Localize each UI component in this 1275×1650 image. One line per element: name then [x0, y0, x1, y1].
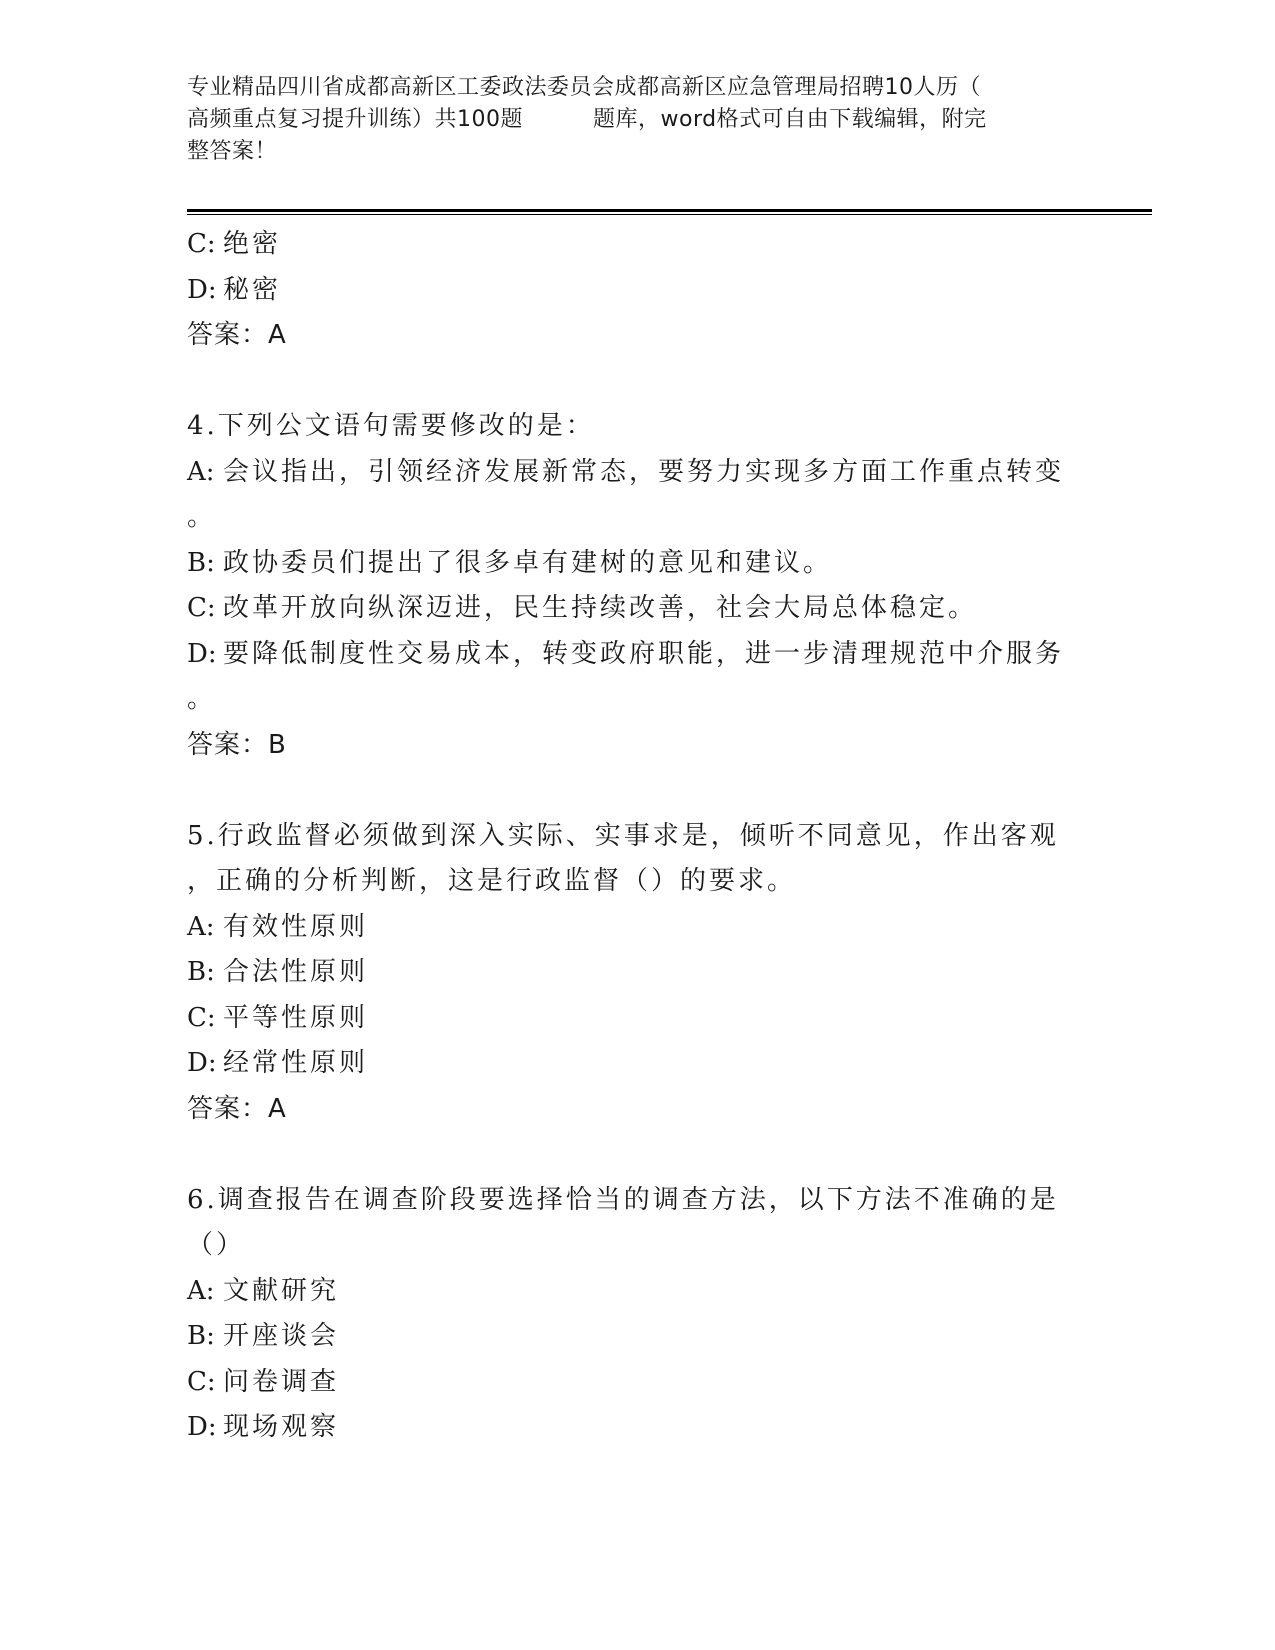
header-line-2 [187, 104, 1067, 136]
q4-option-a: A: 会议指出，引领经济发展新常态，要努力实现多方面工作重点转变 [187, 456, 1065, 487]
q6-stem-line-2: （） [187, 1230, 246, 1260]
q5-stem-line-2: ，正确的分析判断，这是行政监督（）的要求。 [187, 866, 797, 896]
q5-option-b: B: 合法性原则 [187, 957, 369, 987]
q5-option-d: D: 经常性原则 [187, 1048, 369, 1078]
q5-option-c: C: 平等性原则 [187, 1002, 369, 1033]
header-divider-thin [187, 214, 1152, 215]
header-line-2b: 题库，word格式可自由下载编辑，附完 [593, 107, 987, 132]
q4-option-a-tail: 。 [187, 502, 214, 532]
q6-option-a: A: 文献研究 [187, 1275, 340, 1306]
q5-option-a: A: 有效性原则 [187, 911, 369, 942]
q6-option-c: C: 问卷调查 [187, 1366, 340, 1397]
q4-option-b: B: 政协委员们提出了很多卓有建树的意见和建议。 [187, 547, 833, 578]
header-line-1: 专业精品四川省成都高新区工委政法委员会成都高新区应急管理局招聘10人历（ [187, 75, 981, 100]
header-line-3: 整答案！ [187, 139, 278, 164]
q4-option-d: D: 要降低制度性交易成本，转变政府职能，进一步清理规范中介服务 [187, 638, 1065, 669]
header-divider-thick [187, 209, 1152, 212]
q5-answer: 答案：A [187, 1093, 287, 1124]
q3-answer: 答案：A [187, 320, 287, 350]
q6-option-b: B: 开座谈会 [187, 1321, 340, 1351]
q6-option-d: D: 现场观察 [187, 1412, 340, 1442]
q5-stem-line-1: 5.行政监督必须做到深入实际、实事求是，倾听不同意见，作出客观 [187, 820, 1059, 851]
q4-answer: 答案：B [187, 729, 287, 760]
q4-stem: 4.下列公文语句需要修改的是： [187, 411, 595, 441]
document-header [187, 72, 1067, 168]
q3-option-c: C: 绝密 [187, 229, 282, 259]
header-line-2a: 高频重点复习提升训练）共100题 [187, 107, 523, 132]
question-body [187, 222, 1087, 1451]
q3-option-d: D: 秘密 [187, 274, 282, 305]
q6-stem-line-1: 6.调查报告在调查阶段要选择恰当的调查方法，以下方法不准确的是 [187, 1184, 1059, 1215]
q4-option-c: C: 改革开放向纵深迈进，民生持续改善，社会大局总体稳定。 [187, 593, 978, 623]
q4-option-d-tail: 。 [187, 684, 214, 714]
